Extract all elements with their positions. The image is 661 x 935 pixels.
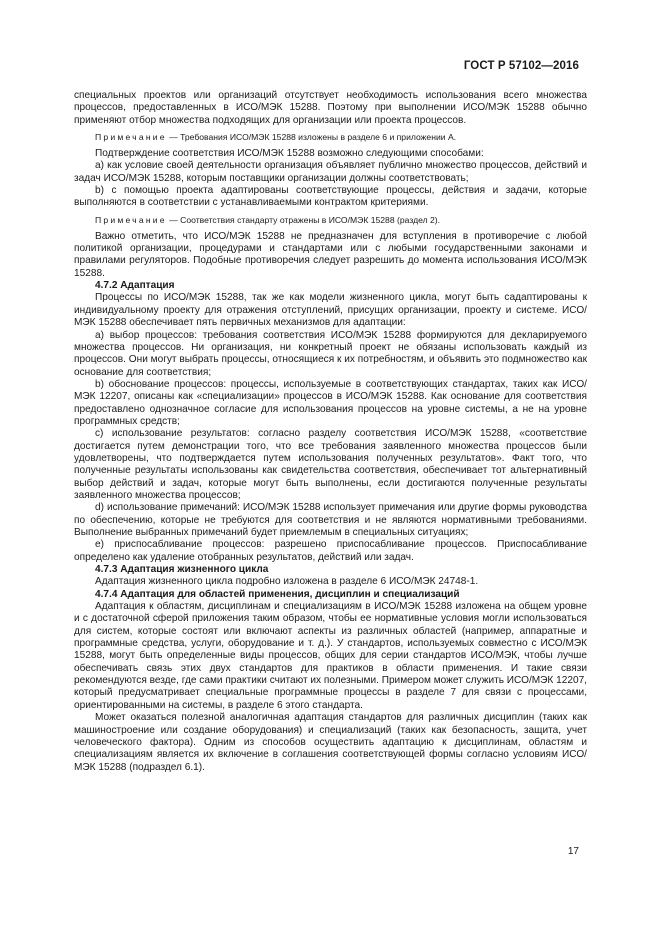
list-item-d: d) использование примечаний: ИСО/МЭК 15288 использует примечания или другие формы руководства по обеспечению, которые не требуются для соответствия и не являются нормативными требованиями. Выполнение выбранных примечаний будет приемлемым в специальных ситуациях; xyxy=(74,502,587,538)
note-label: Примечание xyxy=(95,214,167,225)
list-item-b: b) обоснование процессов: процессы, используемые в соответствующих стандартах, таких как ИСО/МЭК 12207, описаны как «специализации» процессов в ИСО/МЭК 15288. Как основание для соответствия предоставлено однозначное согласие для использования процессов на уровне системы, а не на уровне программных средств; xyxy=(74,378,587,427)
list-item-a: а) как условие своей деятельности организация объявляет публично множество процессов, действий и задач ИСО/МЭК 15288, которым поставщики организации должны соответствовать; xyxy=(74,160,587,184)
list-item-e: е) приспосабливание процессов: разрешено приспосабливание процессов. Приспосабливание определено как удаление отобранных результатов, действий или задач. xyxy=(74,539,587,563)
note-text: — Требования ИСО/МЭК 15288 изложены в разделе 6 и приложении А. xyxy=(166,132,457,143)
paragraph-important-note: Важно отметить, что ИСО/МЭК 15288 не предназначен для вступления в противоречие с любой политикой организации, процедурами и стандартами или с любыми государственными законами и правилами регуляторов. Подобные противоречия следует разрешить до момента использования ИСО/МЭК 15288. xyxy=(74,230,587,279)
page-content xyxy=(74,90,587,774)
paragraph-domain-tailoring: Адаптация к областям, дисциплинам и специализациям в ИСО/МЭК 15288 изложена на общем уровне и с достаточной сферой приложения таким образом, чтобы ее нормативные условия могли использоваться для систем, которые состоят или включают аспекты из различных областей (например, аппаратные и программные средства, услуги, оборудование и т. д.). У стандартов, используемых совместно с ИСО/МЭК 15288, могут быть определенные виды процессов, общих для серии стандартов ИСО/МЭК, чтобы лучше обеспечивать связь этих двух стандартов для практиков в области применения. И такие связи рекомендуются везде, где сами практики считают их полезными. Примером может служить ИСО/МЭК 12207, который предусматривает специальные программные процессы в разделе 7 для связи с процессами, ориентированными на системы, в разделе 6 этого стандарта. xyxy=(74,601,587,711)
note-1 xyxy=(74,132,587,143)
paragraph-conformance-ways: Подтверждение соответствия ИСО/МЭК 15288 возможно следующими способами: xyxy=(95,148,484,160)
page-number: 17 xyxy=(567,846,579,857)
section-heading-4-7-3: 4.7.3 Адаптация жизненного цикла xyxy=(95,564,269,576)
section-heading-4-7-2: 4.7.2 Адаптация xyxy=(95,280,175,292)
paragraph-tailoring-intro: Процессы по ИСО/МЭК 15288, так же как модели жизненного цикла, могут быть садаптированы к индивидуальному проекту для отражения отступлений, присущих организации, проекту и системе. ИСО/МЭК 15288 обеспечивает пять первичных механизмов для адаптации: xyxy=(74,292,587,329)
paragraph-lifecycle-tailoring: Адаптация жизненного цикла подробно изложена в разделе 6 ИСО/МЭК 24748-1. xyxy=(95,576,479,588)
note-text: — Соответствия стандарту отражены в ИСО/МЭК 15288 (раздел 2). xyxy=(166,214,441,225)
document-code-header: ГОСТ Р 57102—2016 xyxy=(463,60,579,72)
list-item-a: а) выбор процессов: требования соответствия ИСО/МЭК 15288 формируются для декларируемого множества процессов. Ни организация, ни конкретный проект не обязаны использовать каждый из процессов. Они могут выбрать процессы, относящиеся к их потребностям, и объявить это подмножество как основание для соответствия; xyxy=(74,329,587,378)
note-2 xyxy=(74,215,587,226)
section-heading-4-7-4: 4.7.4 Адаптация для областей применения, дисциплин и специализаций xyxy=(95,588,460,600)
paragraph-continuation: специальных проектов или организаций отсутствует необходимость использования всего множества процессов, предоставленных в ИСО/МЭК 15288. Поэтому при выполнении ИСО/МЭК 15288 обычно применяют отбор множества подходящих для организации или проекта процессов. xyxy=(74,90,587,126)
paragraph-discipline-tailoring: Может оказаться полезной аналогичная адаптация стандартов для различных дисциплин (таких как машиностроение или создание оборудования) и специализаций (таких как безопасность, защита, учет человеческого фактора). Одним из способов осуществить адаптацию к дисциплинам, областям и специализациям является их включение в соглашения соответствующей формы согласно условиям ИСО/МЭК 15288 (подраздел 6.1). xyxy=(74,712,587,773)
list-item-b: b) с помощью проекта адаптированы соответствующие процессы, действия и задачи, которые выполняются в соответствии с устанавливаемыми контрактом критериями. xyxy=(74,185,587,209)
list-item-c: с) использование результатов: согласно разделу соответствия ИСО/МЭК 15288, «соответствие достигается путем демонстрации того, что все требования заявленного множества процессов были удовлетворены, что подтверждается путем использования полученных результатов». Факт того, что полученные результаты использованы как свидетельства соответствия, обеспечивает тот альтернативный выбор действий и задач, которые могут быть выполнены, если достигаются полученные результаты заявленного множества процессов; xyxy=(74,428,587,501)
note-label: Примечание xyxy=(95,132,167,143)
